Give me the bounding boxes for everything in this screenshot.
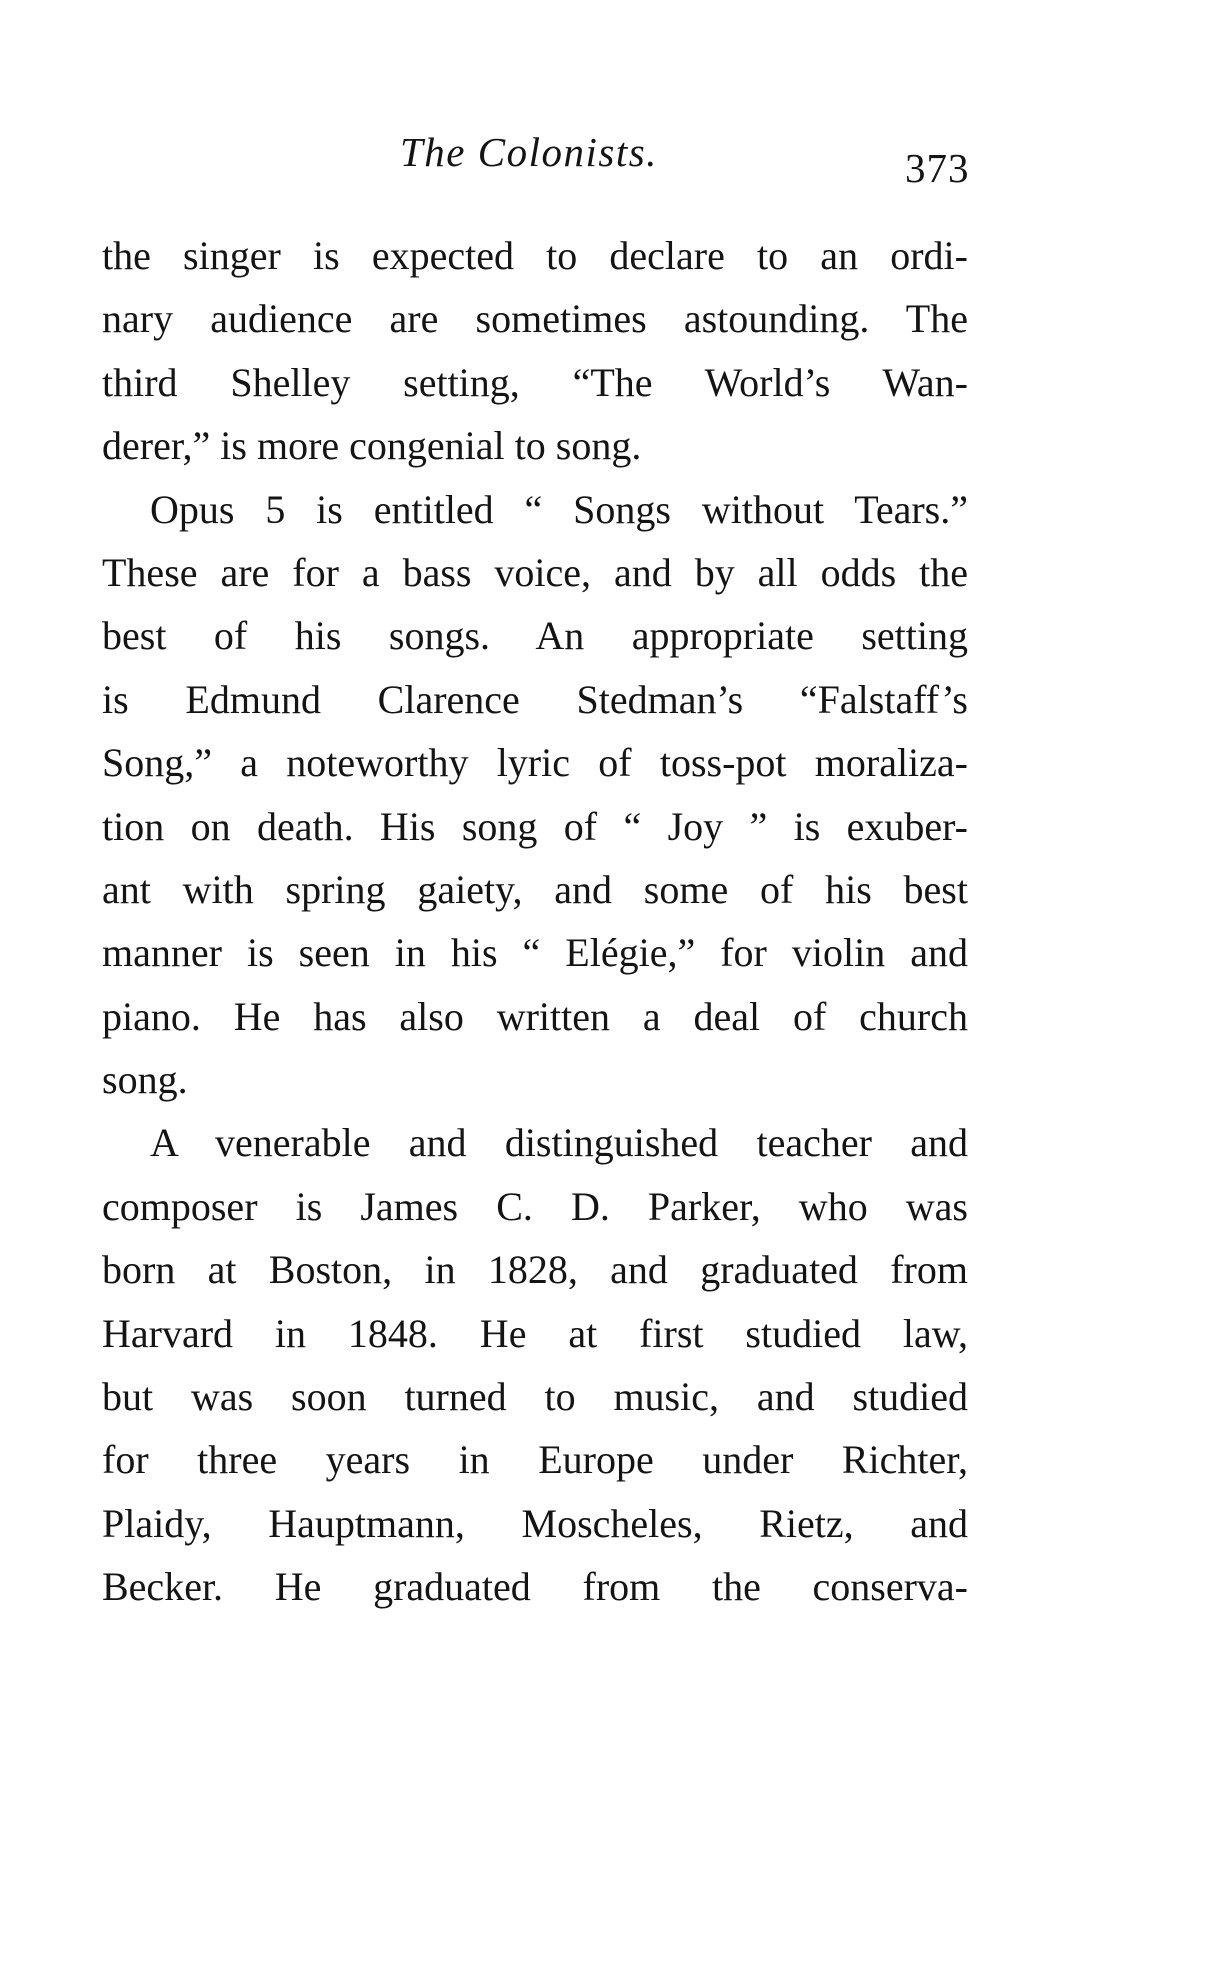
text-line: best of his songs. An appropriate setting <box>102 613 968 659</box>
text-line: Plaidy, Hauptmann, Moscheles, Rietz, and <box>102 1500 968 1546</box>
text-line: These are for a bass voice, and by all odds the <box>102 549 968 595</box>
text-line: third Shelley setting, “The World’s Wan- <box>102 359 968 405</box>
text-line: piano. He has also written a deal of church <box>102 993 968 1039</box>
text-line: is Edmund Clarence Stedman’s “Falstaff’s <box>102 676 968 722</box>
text-line: Song,” a noteworthy lyric of toss-pot moraliza- <box>102 740 968 786</box>
text-line: nary audience are sometimes astounding. The <box>102 296 968 342</box>
text-line: for three years in Europe under Richter, <box>102 1437 968 1483</box>
text-line: song. <box>102 1057 188 1103</box>
paragraph <box>102 1111 968 1618</box>
text-line: manner is seen in his “ Elégie,” for violin and <box>102 930 968 976</box>
text-line: tion on death. His song of “ Joy ” is exuber- <box>102 803 968 849</box>
text-line: born at Boston, in 1828, and graduated from <box>102 1247 968 1293</box>
text-line: derer,” is more congenial to song. <box>102 423 642 469</box>
text-line: ant with spring gaiety, and some of his best <box>102 866 968 912</box>
text-line: but was soon turned to music, and studied <box>102 1374 968 1420</box>
paragraph <box>102 224 968 478</box>
text-line: Harvard in 1848. He at first studied law, <box>102 1310 968 1356</box>
running-title: The Colonists. <box>400 129 658 175</box>
paragraph <box>102 478 968 1112</box>
body-text <box>102 224 968 1619</box>
running-header <box>0 128 1222 191</box>
text-line: Becker. He graduated from the conserva- <box>102 1564 968 1610</box>
text-line: Opus 5 is entitled “ Songs without Tears.” <box>150 486 968 532</box>
text-line: A venerable and distinguished teacher and <box>150 1120 968 1166</box>
text-line: composer is James C. D. Parker, who was <box>102 1183 968 1229</box>
page-number: 373 <box>905 145 970 191</box>
text-line: the singer is expected to declare to an ordi- <box>102 233 968 278</box>
